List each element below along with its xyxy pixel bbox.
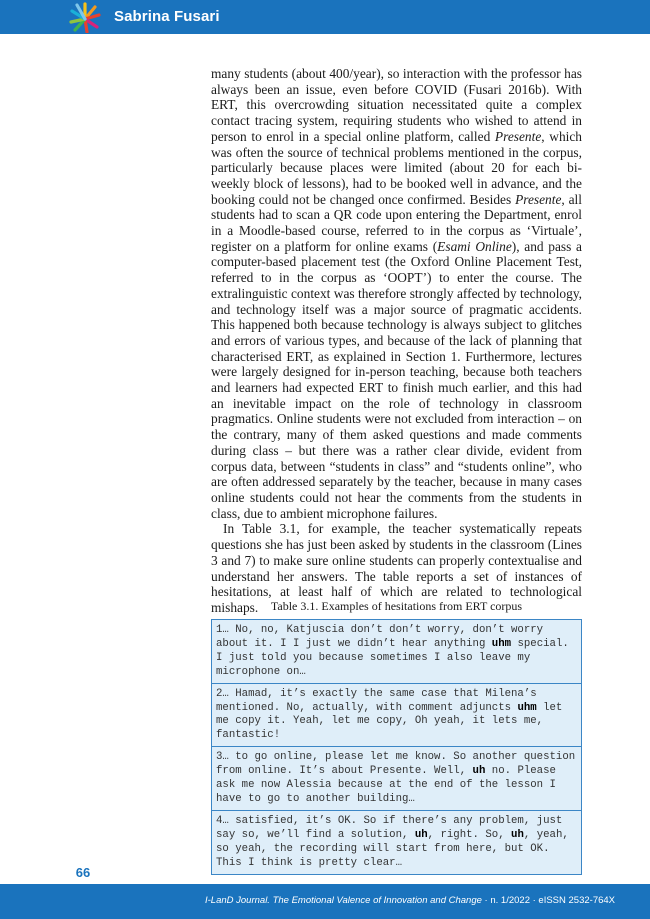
hesitation-marker: uh xyxy=(414,828,428,841)
table-row: 2… Hamad, it’s exactly the same case that Milena’s mentioned. No, actually, with comment adjuncts uhm let me copy it. Yeah, let me copy, Oh yeah, it lets me, fantastic! xyxy=(212,683,581,747)
journal-citation xyxy=(205,895,615,906)
italic-term: Presente xyxy=(515,191,562,207)
table-row: 4… satisfied, it’s OK. So if there’s any problem, just say so, we’ll find a solution, uh, right. So, uh, yeah, so yeah, the recording will start from here, but OK. This I think is pretty clear… xyxy=(212,810,581,874)
text-run: , which was often the source of technical problems mentioned in the corpus, particularly because places were limited (about 20 for each bi-weekly block of lessons), had to be booked well in advance, and the booking could not be changed once confirmed. Besides xyxy=(211,128,583,207)
hesitation-marker: uh xyxy=(511,828,524,841)
starburst-logo-icon xyxy=(68,1,102,33)
table-row: 1… No, no, Katjuscia don’t don’t worry, don’t worry about it. I I just we didn’t hear anything uhm special. I just told you because sometimes I also leave my microphone on… xyxy=(216,624,569,678)
table-row: 3… to go online, please let me know. So another question from online. It’s about Presente. Well, uh no. Please ask me now Alessia because at the end of the lesson I have to go to another building… xyxy=(212,746,581,810)
journal-title: I-LanD Journal. The Emotional Valence of Innovation and Change xyxy=(205,895,482,906)
text-run: , all students had to scan a QR code upon entering the Department, enrol in a Moodle-based course, referred to in the corpus as ‘Virtuale’, register on a platform for online exams ( xyxy=(211,191,582,254)
page-number: 66 xyxy=(75,865,91,880)
journal-issue: · n. 1/2022 · eISSN 2532-764X xyxy=(481,895,616,906)
italic-term: Esami Online xyxy=(437,238,512,254)
table-caption: Table 3.1. Examples of hesitations from ERT corpus xyxy=(270,599,523,613)
hesitation-marker: uhm xyxy=(491,637,512,650)
hesitation-marker: uhm xyxy=(517,701,537,714)
italic-term: Presente xyxy=(494,128,542,144)
text-run: many students (about 400/year), so interaction with the professor has always been an issue, even before COVID (Fusari 2016b). With ERT, this overcrowding situation necessitated quite a complex contact tracing system, requiring students who wished to attend in person to enrol in a special online platform, called xyxy=(211,66,582,144)
paragraph-2: In Table 3.1, for example, the teacher systematically repeats questions she has just been asked by students in the classroom (Lines 3 and 7) to make sure online students can properly contextualise and understand her answers. The table reports a set of instances of hesitations, at least half of which are related to technological mishaps. xyxy=(211,521,582,615)
author-name: Sabrina Fusari xyxy=(114,8,220,25)
hesitation-marker: uh xyxy=(472,765,486,778)
paragraph-1 xyxy=(211,66,582,521)
body-text xyxy=(211,66,582,616)
hesitations-table xyxy=(211,619,582,875)
text-run: ), and pass a computer-based placement test (the Oxford Online Placement Test, referred to in the corpus as ‘OOPT’) to enter the course. The extralinguistic context was therefore strongly affected by technology, and technology itself was a major source of pragmatic accidents. This happened both because technology is always subject to glitches and errors of various types, and because of the lack of planning that characterised ERT, as explained in Section 1. Furthermore, lectures were largely designed for in-person teaching, because both teachers and learners had expected ERT to finish much earlier, and this had an inevitable impact on the role of technology in classroom pragmatics. Online students were not excluded from interaction – on the contrary, many of them asked questions and made comments during class – but there was a rather clear divide, evident from corpus data, between “students in class” and “students online”, who are often addressed separately by the teacher, because in many cases online students could not hear the comments from the students in class, due to ambient microphone failures. xyxy=(211,238,582,521)
